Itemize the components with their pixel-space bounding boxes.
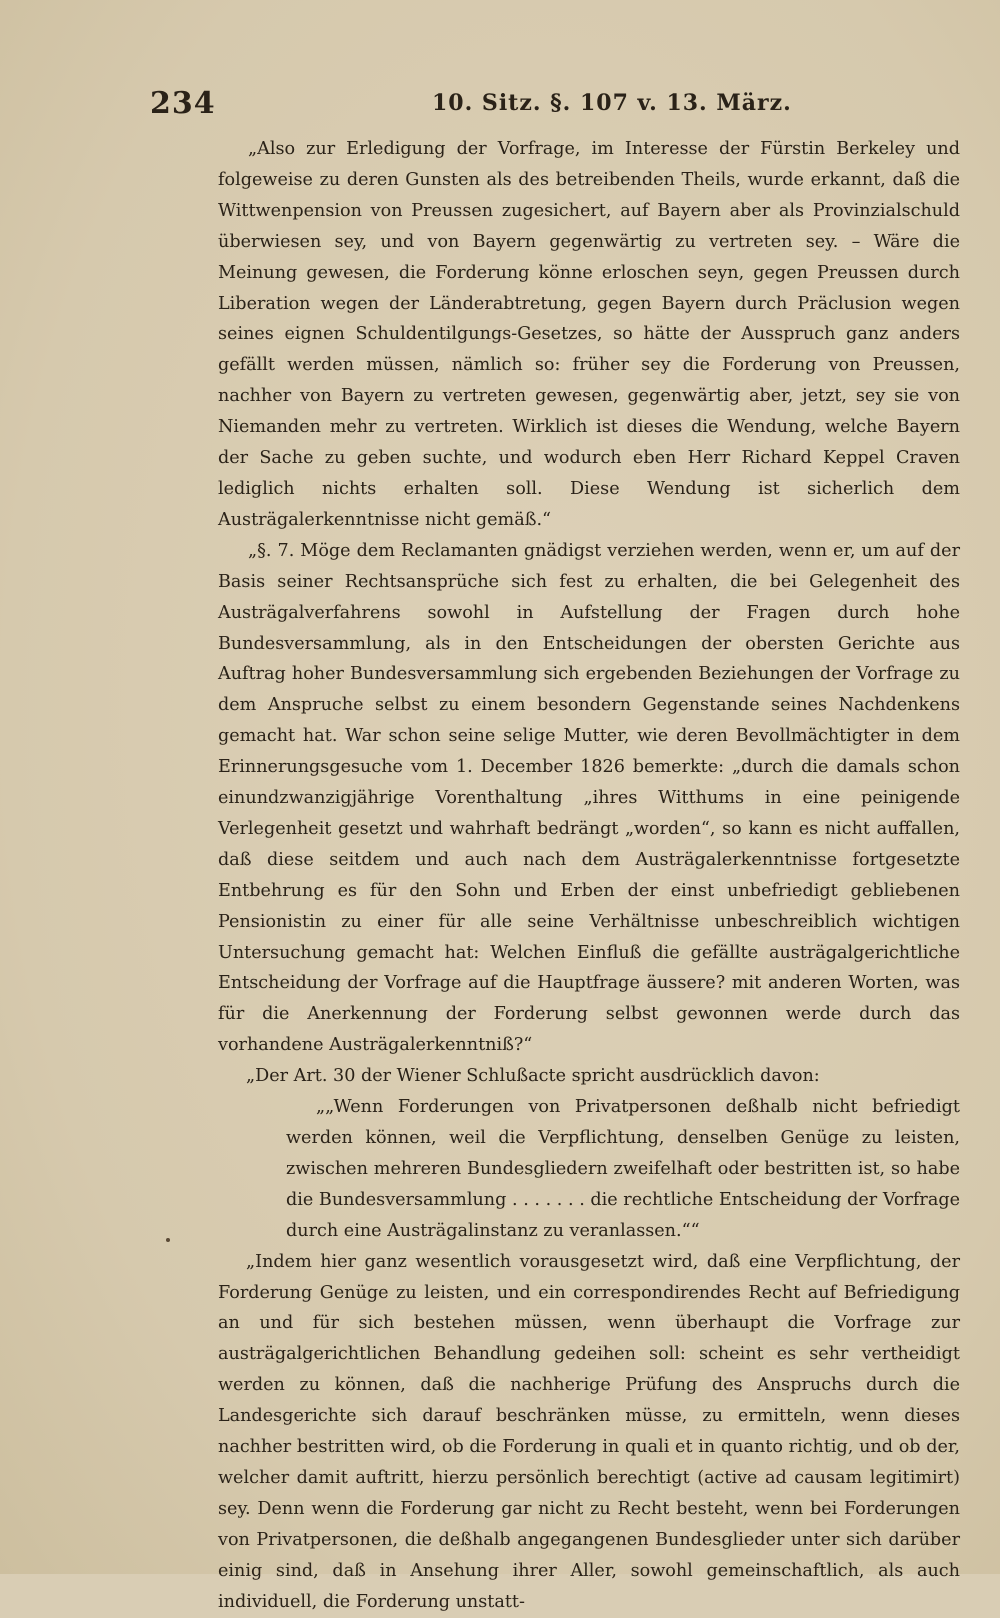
page-number: 234 <box>150 86 216 121</box>
paragraph-2: „§. 7. Möge dem Reclamanten gnädigst verziehen werden, wenn er, um auf der Basis seiner Rechtsansprüche sich fest zu erhalten, die bei Gelegenheit des Austrägalverfahrens sowohl in Aufstellung der Fragen durch hohe Bundesversammlung, als in den Entscheidungen der obersten Gerichte aus Auftrag hoher Bundesversammlung sich ergebenden Beziehungen der Vorfrage zu dem Anspruche selbst zu einem besondern Gegenstande seines Nachdenkens gemacht hat. War schon seine selige Mutter, wie deren Bevollmächtigter in dem Erinnerungsgesuche vom 1. December 1826 bemerkte: „durch die damals schon einundzwanzigjährige Vorenthaltung „ihres Witthums in eine peinigende Verlegenheit gesetzt und wahrhaft bedrängt „worden“, so kann es nicht auffallen, daß diese seitdem und auch nach dem Austrägalerkenntnisse fortgesetzte Entbehrung es für den Sohn und Erben der einst unbefriedigt gebliebenen Pensionistin zu einer für alle seine Verhältnisse unbeschreiblich wichtigen Untersuchung gemacht hat: Welchen Einfluß die gefällte austrägalgerichtliche Entscheidung der Vorfrage auf die Hauptfrage äussere? mit anderen Worten, was für die Anerkennung der Forderung selbst gewonnen werde durch das vorhandene Austrägalerkenntniß?“ <box>218 540 960 1056</box>
paragraph-block-quote: „„Wenn Forderungen von Privatpersonen deßhalb nicht befriedigt werden können, weil die Verpflichtung, denselben Genüge zu leisten, zwischen mehreren Bundesgliedern zweifelhaft oder bestritten ist, so habe die Bundesversammlung . . . . . . . die rechtliche Entscheidung der Vorfrage durch eine Austrägalinstanz zu veranlassen.““ <box>286 1097 960 1241</box>
margin-mark <box>166 1238 170 1242</box>
page-body <box>218 134 960 1618</box>
running-head: 10. Sitz. §. 107 v. 13. März. <box>432 90 792 116</box>
paragraph-4: „Indem hier ganz wesentlich vorausgesetzt wird, daß eine Verpflichtung, der Forderung Genüge zu leisten, und ein correspondirendes Recht auf Befriedigung an und für sich bestehen müssen, wenn überhaupt die Vorfrage zur austrägalgerichtlichen Behandlung gedeihen soll: scheint es sehr vertheidigt werden zu können, daß die nachherige Prüfung des Anspruchs durch die Landesgerichte sich darauf beschränken müsse, zu ermitteln, wenn dieses nachher bestritten wird, ob die Forderung in quali et in quanto richtig, und ob der, welcher damit auftritt, hierzu persönlich berechtigt (active ad causam legitimirt) sey. Denn wenn die Forderung gar nicht zu Recht besteht, wenn bei Forderungen von Privatpersonen, die deßhalb angegangenen Bundesglieder unter sich darüber einig sind, daß in Ansehung ihrer Aller, sowohl gemeinschaftlich, als auch individuell, die Forderung unstatt- <box>218 1251 960 1612</box>
paragraph-quote-intro: „Der Art. 30 der Wiener Schlußacte spricht ausdrücklich davon: <box>246 1066 820 1087</box>
paragraph-1: „Also zur Erledigung der Vorfrage, im Interesse der Fürstin Berkeley und folgeweise zu deren Gunsten als des betreibenden Theils, wurde erkannt, daß die Wittwenpension von Preussen zugesichert, auf Bayern aber als Provinzialschuld überwiesen sey, und von Bayern gegenwärtig zu vertreten sey. – Wäre die Meinung gewesen, die Forderung könne erloschen seyn, gegen Preussen durch Liberation wegen der Länderabtretung, gegen Bayern durch Präclusion wegen seines eignen Schuldentilgungs-Gesetzes, so hätte der Ausspruch ganz anders gefällt werden müssen, nämlich so: früher sey die Forderung von Preussen, nachher von Bayern zu vertreten gewesen, gegenwärtig aber, jetzt, sey sie von Niemanden mehr zu vertreten. Wirklich ist dieses die Wendung, welche Bayern der Sache zu geben suchte, und wodurch eben Herr Richard Keppel Craven lediglich nichts erhalten soll. Diese Wendung ist sicherlich dem Austrägalerkenntnisse nicht gemäß.“ <box>218 139 960 530</box>
page-header <box>150 86 940 126</box>
